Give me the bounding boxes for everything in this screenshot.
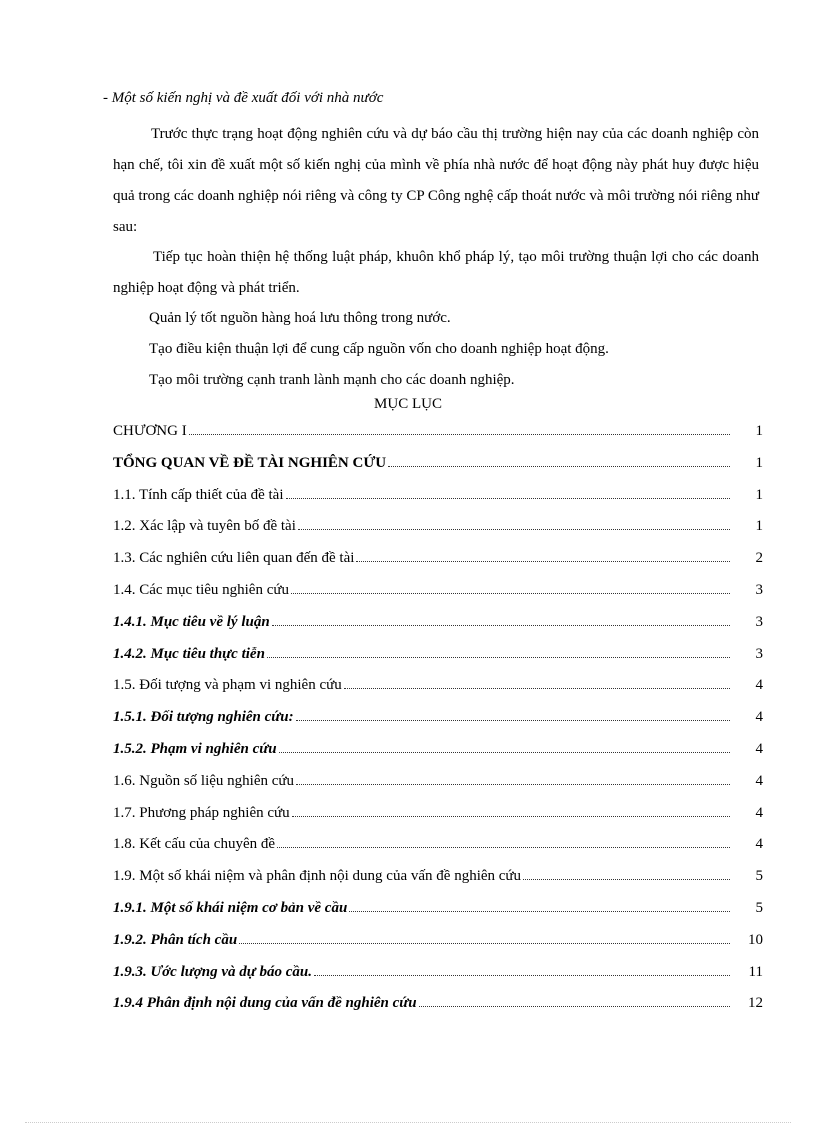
toc-leader-dots: [296, 709, 730, 721]
toc-entry-title: 1.4.1. Mục tiêu về lý luận: [113, 613, 270, 630]
toc-leader-dots: [523, 868, 730, 880]
toc-page-number: 4: [755, 741, 763, 757]
toc-leader-dots: [286, 487, 730, 499]
toc-entry[interactable]: [113, 709, 763, 731]
recommendation-line: Tạo điều kiện thuận lợi để cung cấp nguồn vốn cho doanh nghiệp hoạt động.: [149, 341, 609, 357]
toc-page-number: 1: [755, 423, 763, 439]
toc-entry-title: 1.7. Phương pháp nghiên cứu: [113, 804, 290, 821]
toc-page-number: 4: [755, 836, 763, 853]
toc-entry-title: 1.1. Tính cấp thiết của đề tài: [113, 486, 284, 503]
toc-page-number: 4: [755, 804, 763, 821]
toc-entry-title: 1.6. Nguồn số liệu nghiên cứu: [113, 772, 295, 789]
toc-entry[interactable]: [113, 868, 763, 890]
toc-entry-title: 1.9.2. Phân tích cầu: [113, 931, 238, 948]
toc-entry-title: TỔNG QUAN VỀ ĐỀ TÀI NGHIÊN CỨU: [113, 454, 387, 471]
toc-page-number: 1: [755, 486, 763, 503]
toc-page-number: 4: [755, 677, 763, 694]
toc-entry[interactable]: [113, 487, 763, 509]
toc-entry[interactable]: [113, 964, 763, 986]
toc-page-number: 4: [755, 709, 763, 726]
toc-entry[interactable]: [113, 582, 763, 604]
toc-entry-title: 1.5.2. Phạm vi nghiên cứu: [113, 741, 277, 757]
recommendation-line: Quản lý tốt nguồn hàng hoá lưu thông trong nước.: [149, 310, 451, 326]
toc-entry[interactable]: [113, 550, 763, 572]
toc-leader-dots: [292, 805, 730, 817]
toc-entry-title: 1.9.4 Phân định nội dung của vấn đề nghiên cứu: [113, 995, 417, 1012]
toc-leader-dots: [189, 423, 730, 435]
toc-entry-title: 1.2. Xác lập và tuyên bố đề tài: [113, 518, 296, 535]
toc-entry[interactable]: [113, 455, 763, 477]
toc-title: MỤC LỤC: [374, 396, 442, 412]
toc-page-number: 5: [755, 868, 763, 885]
toc-entry-title: 1.9. Một số khái niệm và phân định nội dung của vấn đề nghiên cứu: [113, 868, 522, 885]
toc-leader-dots: [296, 773, 730, 785]
toc-entry[interactable]: [113, 423, 763, 445]
toc-leader-dots: [314, 964, 730, 976]
toc-page-number: 12: [748, 995, 763, 1012]
toc-entry-title: 1.8. Kết cấu của chuyên đề: [113, 836, 276, 853]
toc-leader-dots: [298, 518, 730, 530]
paragraph-legal: Tiếp tục hoàn thiện hệ thống luật pháp, khuôn khổ pháp lý, tạo môi trường thuận lợi cho các doanh nghiệp hoạt động và phát triển.: [113, 249, 759, 296]
toc-leader-dots: [349, 900, 730, 912]
toc-page-number: 10: [748, 931, 763, 948]
toc-entry-title: 1.9.1. Một số khái niệm cơ bản về cầu: [113, 900, 348, 916]
toc-entry-title: 1.4.2. Mục tiêu thực tiễn: [113, 645, 265, 662]
toc-entry-title: 1.5. Đối tượng và phạm vi nghiên cứu: [113, 677, 342, 694]
toc-page-number: 3: [755, 613, 763, 630]
toc-entry[interactable]: [113, 677, 763, 699]
toc-entry-title: 1.3. Các nghiên cứu liên quan đến đề tài: [113, 550, 355, 567]
toc-entry[interactable]: [113, 614, 763, 636]
toc-page-number: 1: [755, 454, 763, 471]
section-heading: - Một số kiến nghị và đề xuất đối với nhà nước: [103, 90, 384, 106]
toc-entry[interactable]: [113, 836, 763, 858]
toc-leader-dots: [239, 932, 730, 944]
toc-entry[interactable]: [113, 518, 763, 540]
toc-entry[interactable]: [113, 741, 763, 763]
paragraph-intro: Trước thực trạng hoạt động nghiên cứu và dự báo cầu thị trường hiện nay của các doanh nghiệp còn hạn chế, tôi xin đề xuất một số kiến nghị của mình về phía nhà nước để hoạt động này phát huy được hiệu quả trong các doanh nghiệp nói riêng và công ty CP Công nghệ cấp thoát nước và môi trường nói riêng như sau:: [113, 126, 759, 235]
toc-entry-title: CHƯƠNG I: [113, 423, 187, 439]
toc-page-number: 11: [748, 963, 763, 980]
toc-page-number: 4: [755, 772, 763, 789]
toc-leader-dots: [344, 677, 730, 689]
toc-leader-dots: [388, 455, 730, 467]
toc-entry[interactable]: [113, 773, 763, 795]
toc-leader-dots: [356, 550, 730, 562]
toc-entry[interactable]: [113, 995, 763, 1017]
toc-page-number: 5: [755, 900, 763, 916]
toc-entry[interactable]: [113, 900, 763, 922]
toc-page-number: 1: [755, 518, 763, 535]
toc-leader-dots: [419, 995, 730, 1007]
toc-page-number: 3: [755, 645, 763, 662]
toc-entry-title: 1.9.3. Ước lượng và dự báo cầu.: [113, 963, 313, 980]
toc-entry[interactable]: [113, 805, 763, 827]
toc-entry[interactable]: [113, 932, 763, 954]
recommendation-line: Tạo môi trường cạnh tranh lành mạnh cho các doanh nghiệp.: [149, 372, 515, 388]
toc-page-number: 3: [755, 582, 763, 598]
toc-leader-dots: [277, 836, 730, 848]
toc-leader-dots: [267, 646, 730, 658]
toc-entry-title: 1.5.1. Đối tượng nghiên cứu:: [113, 709, 294, 726]
toc-leader-dots: [279, 741, 730, 753]
toc-leader-dots: [291, 582, 730, 594]
toc-page-number: 2: [755, 550, 763, 567]
toc-leader-dots: [272, 614, 730, 626]
toc-entry-title: 1.4. Các mục tiêu nghiên cứu: [113, 582, 290, 598]
toc-entry[interactable]: [113, 646, 763, 668]
